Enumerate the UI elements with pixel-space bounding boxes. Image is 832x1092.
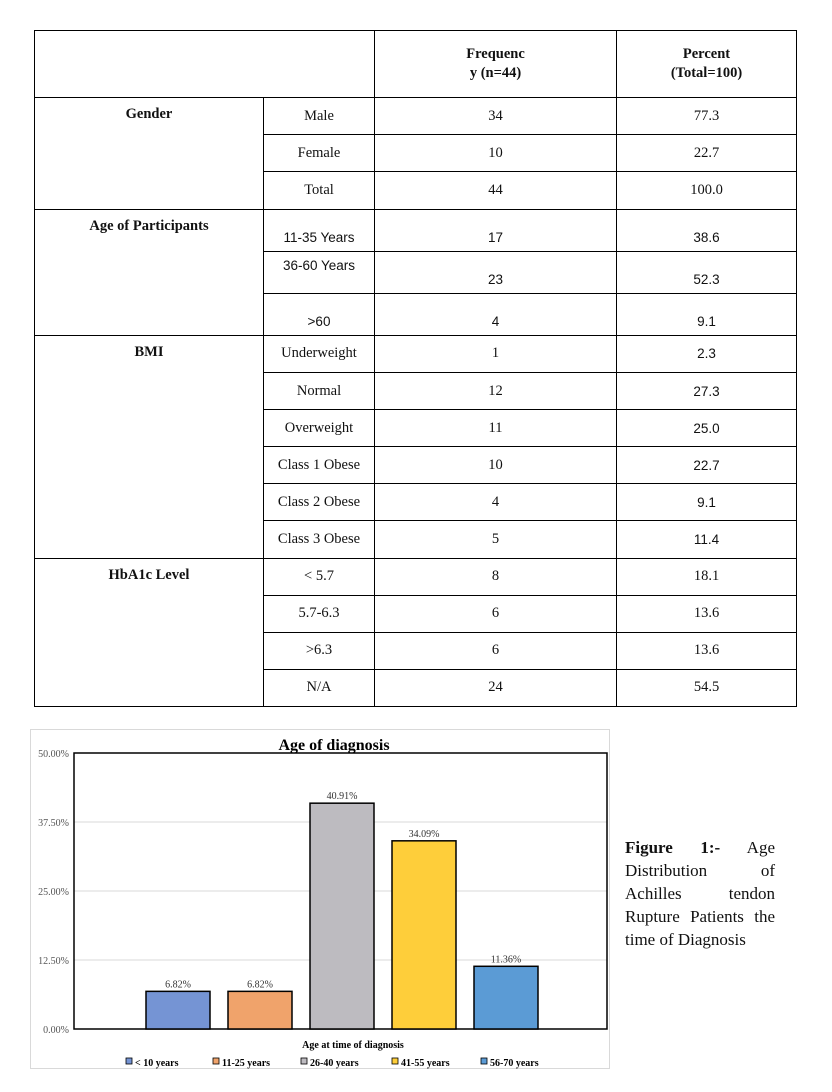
bar-value-label: 40.91% bbox=[326, 791, 358, 803]
figure-caption bbox=[625, 836, 775, 951]
row-category: 11-35 Years bbox=[264, 209, 375, 251]
row-percent: 13.6 bbox=[617, 595, 797, 632]
row-frequency: 23 bbox=[375, 251, 617, 293]
row-percent: 52.3 bbox=[617, 251, 797, 293]
row-frequency: 10 bbox=[375, 447, 617, 484]
row-frequency: 6 bbox=[375, 595, 617, 632]
table-row bbox=[35, 209, 797, 251]
y-tick-label: 12.50% bbox=[38, 956, 69, 967]
row-category: Normal bbox=[264, 372, 375, 409]
row-percent: 54.5 bbox=[617, 669, 797, 706]
row-percent: 22.7 bbox=[617, 447, 797, 484]
header-frequency-line2: y (n=44) bbox=[469, 65, 522, 82]
figure-caption-text: Age Distribution of Achilles tendon Rupture Patients the time of Diagnosis bbox=[625, 838, 775, 949]
row-category: Total bbox=[264, 172, 375, 209]
row-percent: 2.3 bbox=[617, 335, 797, 372]
y-tick-label: 37.50% bbox=[38, 818, 69, 829]
row-percent: 100.0 bbox=[617, 172, 797, 209]
row-frequency: 8 bbox=[375, 558, 617, 595]
row-percent: 22.7 bbox=[617, 135, 797, 172]
row-percent: 38.6 bbox=[617, 209, 797, 251]
bar-value-label: 34.09% bbox=[408, 828, 440, 840]
row-category: 5.7-6.3 bbox=[264, 595, 375, 632]
legend-label: 26-40 years bbox=[310, 1058, 359, 1069]
header-percent-line1: Percent bbox=[682, 46, 731, 63]
y-tick-label: 50.00% bbox=[38, 749, 69, 760]
demographics-table bbox=[34, 30, 797, 707]
row-category: >6.3 bbox=[264, 632, 375, 669]
row-frequency: 10 bbox=[375, 135, 617, 172]
row-frequency: 34 bbox=[375, 98, 617, 135]
table-row bbox=[35, 335, 797, 372]
row-category: N/A bbox=[264, 669, 375, 706]
figure-caption-label: Figure 1:- bbox=[625, 838, 721, 857]
group-label-bmi: BMI bbox=[35, 335, 264, 558]
row-category: Underweight bbox=[264, 335, 375, 372]
legend-label: 56-70 years bbox=[490, 1058, 539, 1069]
row-frequency: 12 bbox=[375, 372, 617, 409]
row-frequency: 4 bbox=[375, 293, 617, 335]
row-percent: 25.0 bbox=[617, 410, 797, 447]
group-label-gender: Gender bbox=[35, 98, 264, 209]
chart-x-axis-label: Age at time of diagnosis bbox=[302, 1040, 404, 1051]
y-tick-label: 0.00% bbox=[43, 1025, 69, 1036]
row-category: >60 bbox=[264, 293, 375, 335]
legend-label: < 10 years bbox=[135, 1058, 179, 1069]
bar-value-label: 6.82% bbox=[247, 979, 273, 991]
row-frequency: 17 bbox=[375, 209, 617, 251]
header-frequency-line1: Frequenc bbox=[466, 46, 525, 63]
row-category: Male bbox=[264, 98, 375, 135]
header-empty-cell bbox=[35, 31, 375, 98]
row-percent: 11.4 bbox=[617, 521, 797, 558]
row-frequency: 1 bbox=[375, 335, 617, 372]
row-percent: 13.6 bbox=[617, 632, 797, 669]
row-category: Female bbox=[264, 135, 375, 172]
bar-value-label: 6.82% bbox=[165, 979, 191, 991]
header-percent bbox=[617, 31, 797, 98]
row-frequency: 11 bbox=[375, 410, 617, 447]
row-category: Class 2 Obese bbox=[264, 484, 375, 521]
chart-title: Age of diagnosis bbox=[278, 737, 390, 754]
table-header-row bbox=[35, 31, 797, 98]
row-category: Class 1 Obese bbox=[264, 447, 375, 484]
table-row bbox=[35, 98, 797, 135]
row-frequency: 24 bbox=[375, 669, 617, 706]
row-percent: 9.1 bbox=[617, 293, 797, 335]
header-frequency bbox=[375, 31, 617, 98]
row-category: Overweight bbox=[264, 410, 375, 447]
row-frequency: 4 bbox=[375, 484, 617, 521]
table-row bbox=[35, 558, 797, 595]
row-frequency: 6 bbox=[375, 632, 617, 669]
row-category: Class 3 Obese bbox=[264, 521, 375, 558]
row-category: < 5.7 bbox=[264, 558, 375, 595]
row-percent: 9.1 bbox=[617, 484, 797, 521]
legend-label: 41-55 years bbox=[401, 1058, 450, 1069]
row-frequency: 5 bbox=[375, 521, 617, 558]
row-percent: 27.3 bbox=[617, 372, 797, 409]
header-percent-line2: (Total=100) bbox=[670, 65, 743, 82]
row-percent: 18.1 bbox=[617, 558, 797, 595]
row-category: 36-60 Years bbox=[264, 251, 375, 293]
bar-value-label: 11.36% bbox=[490, 954, 522, 966]
y-tick-label: 25.00% bbox=[38, 887, 69, 898]
row-frequency: 44 bbox=[375, 172, 617, 209]
legend-label: 11-25 years bbox=[222, 1058, 271, 1069]
chart-frame bbox=[30, 729, 610, 1069]
group-label-age: Age of Participants bbox=[35, 209, 264, 335]
group-label-hba1c: HbA1c Level bbox=[35, 558, 264, 707]
row-percent: 77.3 bbox=[617, 98, 797, 135]
